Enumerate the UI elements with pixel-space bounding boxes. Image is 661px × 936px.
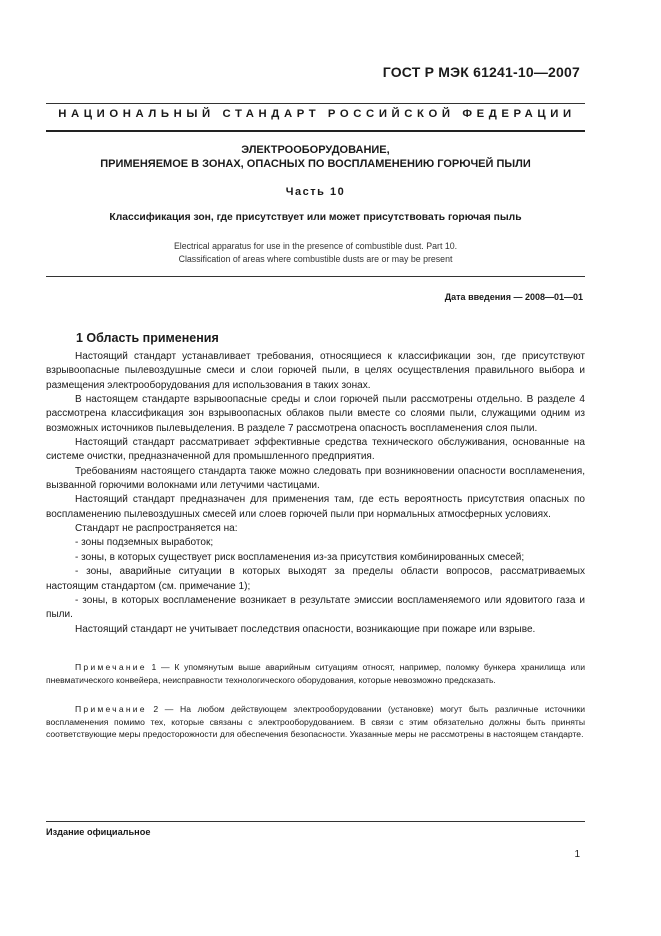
banner-rule [46, 130, 585, 132]
subtitle: Классификация зон, где присутствует или может присутствовать горючая пыль [109, 212, 522, 223]
footer-rule [46, 821, 585, 822]
title-line-1: ЭЛЕКТРООБОРУДОВАНИЕ, [241, 144, 390, 156]
note-text: На любом действующем электрооборудовании (установке) могут быть различные источники воспламенения помимо тех, которые связаны с электрооборудованием. В связи с этим обязательно должны быть приняты соответствующие меры предосторожности для обеспечения безопасности. Указанные меры не рассмотрены в настоящем стандарте. [46, 704, 586, 740]
note-1: Примечание 1 — К упомянутым выше аварийным ситуациям относят, например, поломку бункера хранилища или пневматического конвейера, неисправности технологического оборудования, которые невозможно предсказать. [46, 662, 586, 685]
note-number: 1 [151, 662, 157, 672]
list-item: - зоны, в которых воспламенение возникает в результате эмиссии воспламеняемого или ядовитого газа и пыли. [46, 594, 585, 621]
note-2: Примечание 2 — На любом действующем электрооборудовании (установке) могут быть различные источники воспламенения помимо тех, которые связаны с электрооборудованием. В связи с этим обязательно должны быть приняты соответствующие меры предосторожности для обеспечения безопасности. Указанные меры не рассмотрены в настоящем стандарте. [46, 704, 586, 740]
paragraph: Настоящий стандарт рассматривает эффективные средства технического обслуживания, основанные на системе очистки, предназначенной для промышленного предприятия. [46, 437, 585, 463]
introduction-date: Дата введения — 2008—01—01 [444, 292, 583, 302]
list-item: - зоны, аварийные ситуации в которых выходят за пределы области вопросов, рассматриваемых настоящим стандартом (см. примечание 1); [46, 566, 585, 592]
title-line-2: ПРИМЕНЯЕМОЕ В ЗОНАХ, ОПАСНЫХ ПО ВОСПЛАМЕНЕНИЮ ГОРЮЧЕЙ ПЫЛИ [100, 158, 531, 170]
title-rule [46, 276, 585, 277]
section-body [46, 350, 585, 637]
paragraph: Настоящий стандарт устанавливает требования, относящиеся к классификации зон, где присутствуют взрывоопасные пылевоздушные смеси и слои горючей пыли, в целях осуществления правильного выбора и размещения электрооборудования для использования в таких зонах. [46, 351, 585, 391]
edition-label: Издание официальное [46, 827, 151, 837]
note-label: Примечание [75, 662, 147, 672]
page-number: 1 [574, 849, 580, 860]
gost-number: ГОСТ Р МЭК 61241-10—2007 [382, 64, 580, 80]
top-rule [46, 103, 585, 104]
list-item: - зоны, в которых существует риск воспламенения из-за присутствия комбинированных смесей; [75, 551, 525, 563]
note-text: К упомянутым выше аварийным ситуациям относят, например, поломку бункера хранилища или пневматического конвейера, неисправности технологического оборудования, которые невозможно предсказать. [46, 662, 586, 685]
english-title-line-1: Electrical apparatus for use in the presence of combustible dust. Part 10. [173, 241, 458, 251]
english-title-line-2: Classification of areas where combustible dusts are or may be present [178, 254, 453, 264]
note-number: 2 [153, 704, 159, 714]
paragraph: В настоящем стандарте взрывоопасные среды и слои горючей пыли рассмотрены отдельно. В разделе 4 рассмотрена классификация зон взрывоопасных облаков пыли вместе со слоями пыли, служащими одним из возможных источников пылевыделения. В разделе 7 рассмотрена опасность воспламенения слоя пыли. [46, 394, 585, 434]
national-standard-banner: НАЦИОНАЛЬНЫЙ СТАНДАРТ РОССИЙСКОЙ ФЕДЕРАЦИИ [58, 108, 576, 120]
list-item: - зоны подземных выработок; [75, 537, 214, 549]
section-heading: 1 Область применения [76, 331, 219, 345]
paragraph: Настоящий стандарт не учитывает последствия опасности, возникающие при пожаре или взрыве. [75, 623, 536, 635]
paragraph: Настоящий стандарт предназначен для применения там, где есть вероятность присутствия опасных по воспламенению пылевоздушных смесей или слоев горючей пыли при нормальных атмосферных условиях. [46, 494, 585, 520]
note-label: Примечание [75, 704, 147, 714]
paragraph: Стандарт не распространяется на: [75, 523, 238, 535]
part-label: Часть 10 [285, 186, 346, 198]
paragraph: Требованиям настоящего стандарта также можно следовать при возникновении опасности воспламенения, вызванной горючими волокнами или летучими частицами. [46, 465, 585, 492]
